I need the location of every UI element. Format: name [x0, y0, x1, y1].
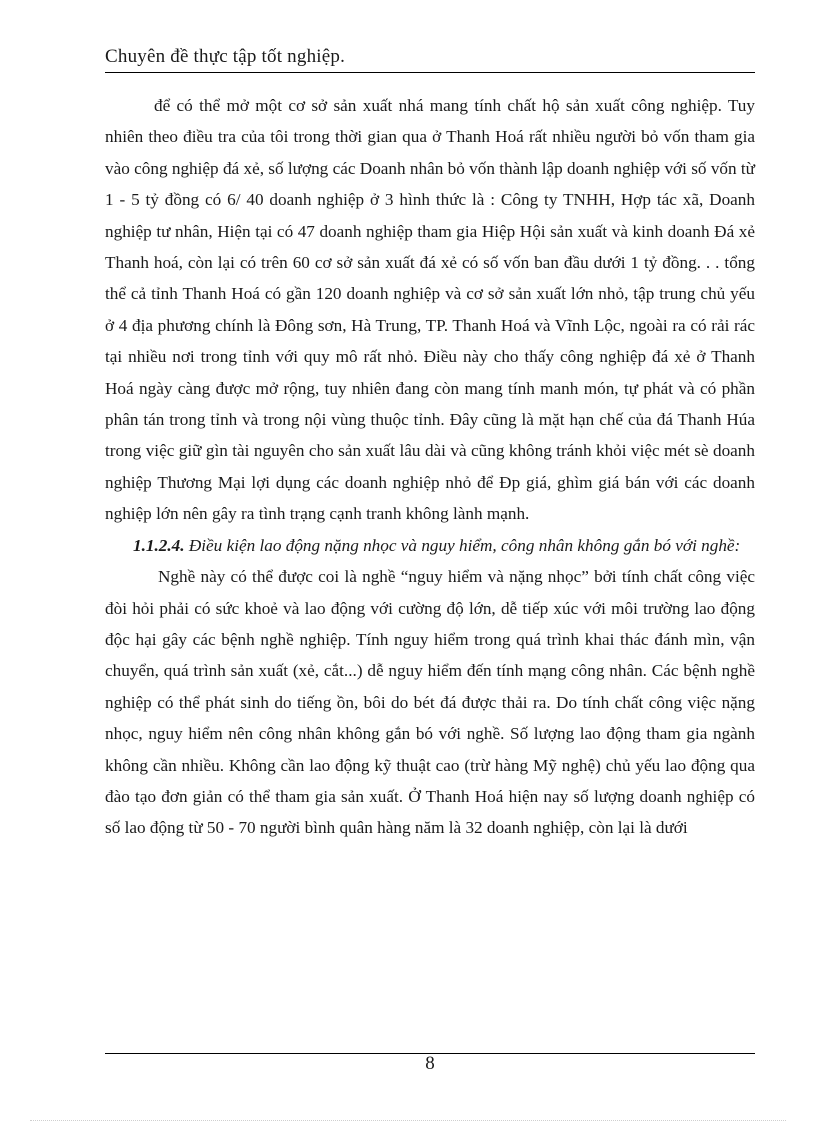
body-paragraph: để có thể mở một cơ sở sản xuất nhá mang tính chất hộ sản xuất công nghiệp. Tuy nhiên theo điều tra của tôi trong thời gian qua ở Thanh Hoá rất nhiều người bỏ vốn tham gia vào công nghiệp đá xẻ, số lượng các Doanh nhân bỏ vốn thành lập doanh nghiệp với số vốn từ 1 - 5 tỷ đồng có 6/ 40 doanh nghiệp ở 3 hình thức là : Công ty TNHH, Hợp tác xã, Doanh nghiệp tư nhân, Hiện tại có 47 doanh nghiệp tham gia Hiệp Hội sản xuất và kinh doanh Đá xẻ Thanh hoá, còn lại có trên 60 cơ sở sản xuất đá xẻ có số vốn ban đầu dưới 1 tỷ đồng. . . tổng thể cả tỉnh Thanh Hoá có gần 120 doanh nghiệp và cơ sở sản xuất lớn nhỏ, tập trung chủ yếu ở 4 địa phương chính là Đông sơn, Hà Trung, TP. Thanh Hoá và Vĩnh Lộc, ngoài ra có rải rác tại nhiều nơi trong tỉnh với quy mô rất nhỏ. Điều này cho thấy công nghiệp đá xẻ ở Thanh Hoá ngày càng được mở rộng, tuy nhiên đang còn mang tính manh món, tự phát và có phần phân tán trong tỉnh và trong nội vùng thuộc tỉnh. Đây cũng là mặt hạn chế của đá Thanh Húa trong việc giữ gìn tài nguyên cho sản xuất lâu dài và cũng không tránh khỏi việc mét sè doanh nghiệp Thương Mại lợi dụng các doanh nghiệp nhỏ để Ðp giá, ghìm giá bán với các doanh nghiệp lớn nên gây ra tình trạng cạnh tranh không lành mạnh.	[105, 96, 755, 524]
page-header-title: Chuyên đề thực tập tốt nghiệp.	[105, 46, 346, 67]
page-number: 8	[425, 1053, 435, 1074]
section-number: 1.1.2.4.	[133, 535, 185, 555]
body-paragraph: Nghề này có thể được coi là nghề “nguy hiểm và nặng nhọc” bởi tính chất công việc đòi hỏi phải có sức khoẻ và lao động với cường độ lớn, dễ tiếp xúc với môi trường lao động độc hại gây các bệnh nghề nghiệp. Tính nguy hiểm trong quá trình khai thác đánh mìn, vận chuyển, quá trình sản xuất (xẻ, cắt...) dễ nguy hiểm đến tính mạng công nhân. Các bệnh nghề nghiệp có thể phát sinh do tiếng ồn, bôi do bét đá được thải ra. Do tính chất công việc nặng nhọc, nguy hiểm nên công nhân không gắn bó với nghề. Số lượng lao động tham gia ngành không cần nhiều. Không cần lao động kỹ thuật cao (trừ hàng Mỹ nghệ) chủ yếu lao động qua đào tạo đơn giản có thể tham gia sản xuất. Ở Thanh Hoá hiện nay số lượng doanh nghiệp có số lao động từ 50 - 70 người bình quân hàng năm là 32 doanh nghiệp, còn lại là dưới	[105, 567, 755, 838]
page-edge-divider	[30, 1120, 786, 1121]
header-divider	[105, 72, 755, 73]
section-title: Điều kiện lao động nặng nhọc và nguy hiểm, công nhân không gắn bó với nghề:	[184, 535, 741, 555]
section-heading	[105, 530, 755, 561]
document-body	[105, 90, 755, 844]
